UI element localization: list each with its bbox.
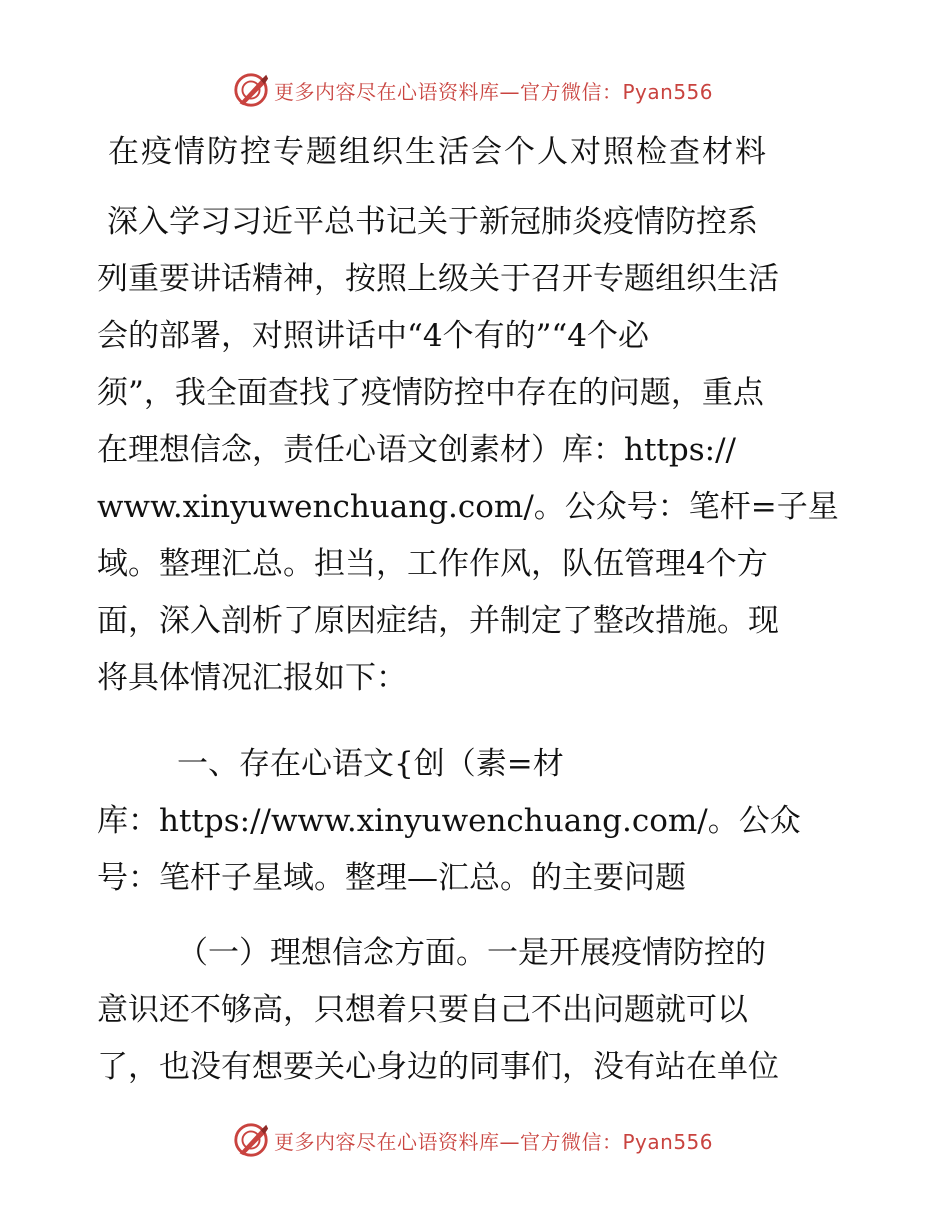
text-line: 将具体情况汇报如下： xyxy=(97,660,407,696)
text-line: 库：https://www.xinyuwenchuang.com/。公众 xyxy=(97,803,801,839)
text-line: 一、存在心语文{创（素=材 xyxy=(177,746,564,782)
text-line: 在理想信念，责任心语文创素材）库：https:// xyxy=(97,432,736,468)
body-paragraph xyxy=(97,925,857,1096)
intro-paragraph xyxy=(97,194,857,707)
text-line: 须”，我全面查找了疫情防控中存在的问题，重点 xyxy=(97,375,764,411)
text-line: 列重要讲话精神，按照上级关于召开专题组织生活 xyxy=(97,261,779,297)
document-title: 在疫情防控专题组织生活会个人对照检查材料 xyxy=(108,134,768,170)
text-line: 深入学习习近平总书记关于新冠肺炎疫情防控系 xyxy=(107,204,758,240)
text-line: 面，深入剖析了原因症结，并制定了整改措施。现 xyxy=(97,603,779,639)
text-line: 了，也没有想要关心身边的同事们，没有站在单位 xyxy=(97,1049,779,1085)
section-heading xyxy=(97,736,857,907)
text-line: 号：笔杆子星域。整理—汇总。的主要问题 xyxy=(97,860,686,896)
text-line: （一）理想信念方面。一是开展疫情防控的 xyxy=(177,935,766,971)
text-line: 意识还不够高，只想着只要自己不出问题就可以 xyxy=(97,992,748,1028)
text-line: 会的部署，对照讲话中“4个有的”“4个必 xyxy=(97,318,649,354)
pen-logo-icon xyxy=(232,1121,270,1159)
pen-logo-icon xyxy=(232,71,270,109)
watermark-header xyxy=(232,70,713,110)
watermark-text: 更多内容尽在心语资料库—官方微信：Pyan556 xyxy=(274,79,714,104)
watermark-text: 更多内容尽在心语资料库—官方微信：Pyan556 xyxy=(274,1129,714,1154)
watermark-footer xyxy=(232,1120,713,1160)
text-line: www.xinyuwenchuang.com/。公众号：笔杆=子星 xyxy=(97,489,839,525)
text-line: 域。整理汇总。担当，工作作风，队伍管理4个方 xyxy=(97,546,768,582)
